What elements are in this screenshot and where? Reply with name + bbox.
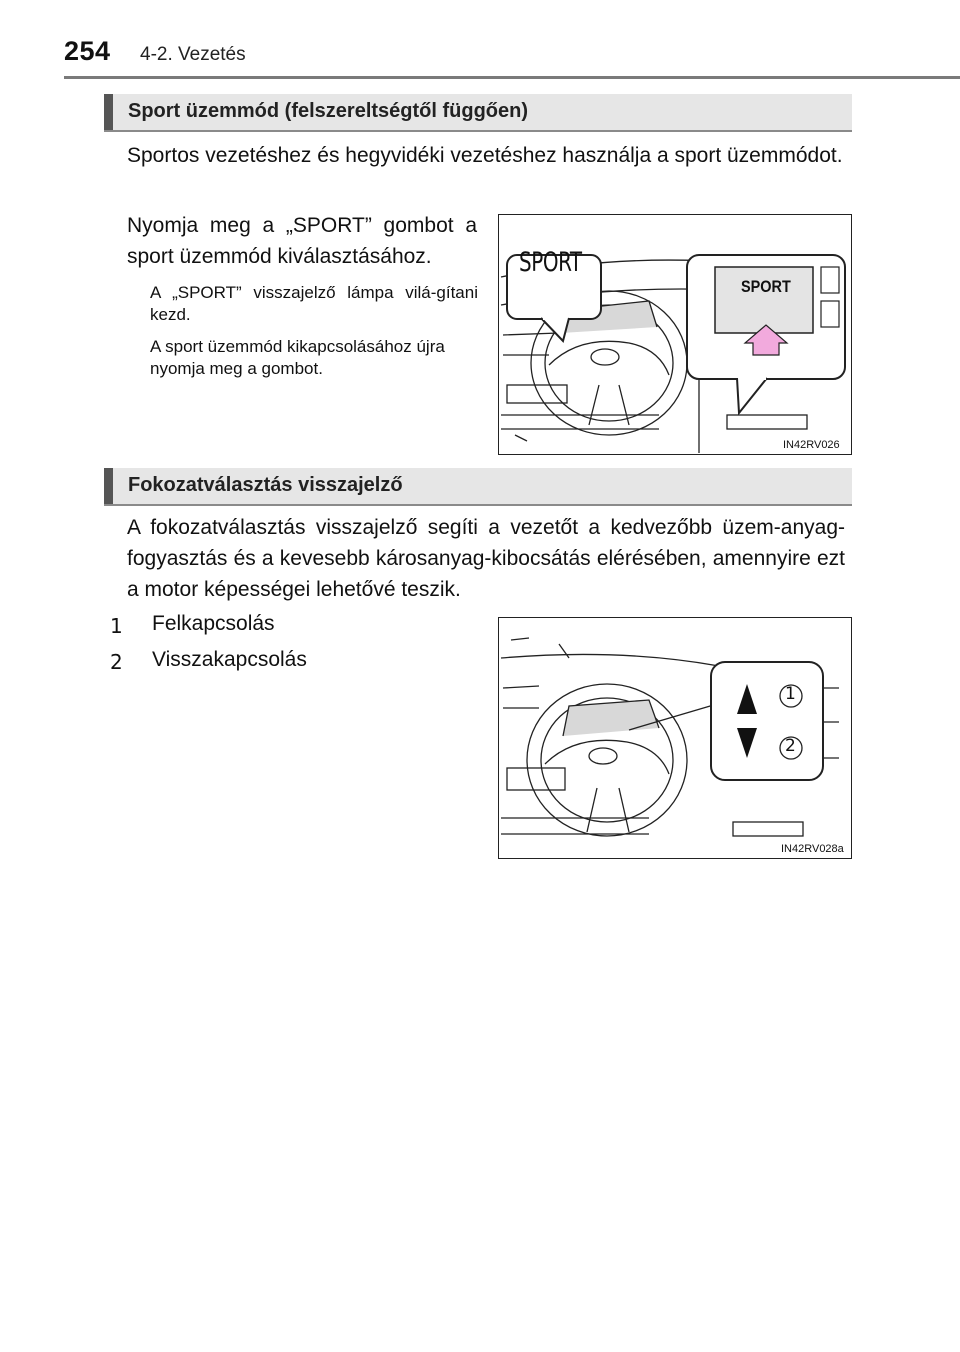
heading-marker [104, 468, 113, 504]
callout-sport-label: SPORT [519, 247, 582, 278]
section-heading-shift [104, 468, 852, 506]
item-label: Visszakapcsolás [152, 648, 307, 671]
section-heading-sport [104, 94, 852, 132]
marker-2: 2 [110, 650, 123, 674]
figure-code: IN42RV026 [783, 439, 840, 451]
sport-step: Nyomja meg a „SPORT” gombot a sport üzemmód kiválasztásához. [127, 214, 477, 268]
marker-down: 2 [785, 736, 796, 756]
section-title-sport: Sport üzemmód (felszereltségtől függően) [128, 100, 529, 122]
marker-1: 1 [110, 614, 123, 638]
figure-code: IN42RV028a [781, 843, 844, 855]
marker-up: 1 [785, 684, 796, 704]
heading-marker [104, 94, 113, 130]
sport-button-label: SPORT [741, 277, 791, 296]
header-divider [64, 76, 960, 79]
shift-intro: A fokozatválasztás visszajelző segíti a vezetőt a kedvezőbb üzem-anyag-fogyasztás és a kevesebb károsanyag-kibocsátás elérésében, amennyire ezt a motor képességei lehetővé teszik. [127, 516, 845, 601]
chapter-title: 4-2. Vezetés [140, 44, 246, 65]
sport-note-1: A „SPORT” visszajelző lámpa vilá-gítani kezd. [150, 283, 478, 324]
dashboard-shift-illustration [499, 618, 851, 858]
page-number: 254 [64, 36, 111, 66]
sport-figure [498, 214, 852, 455]
shift-figure [498, 617, 852, 859]
sport-note-2: A sport üzemmód kikapcsolásához újra nyomja meg a gombot. [150, 337, 445, 378]
section-title-shift: Fokozatválasztás visszajelző [128, 474, 403, 496]
item-label: Felkapcsolás [152, 612, 275, 635]
sport-intro: Sportos vezetéshez és hegyvidéki vezetéshez használja a sport üzemmódot. [127, 144, 843, 167]
